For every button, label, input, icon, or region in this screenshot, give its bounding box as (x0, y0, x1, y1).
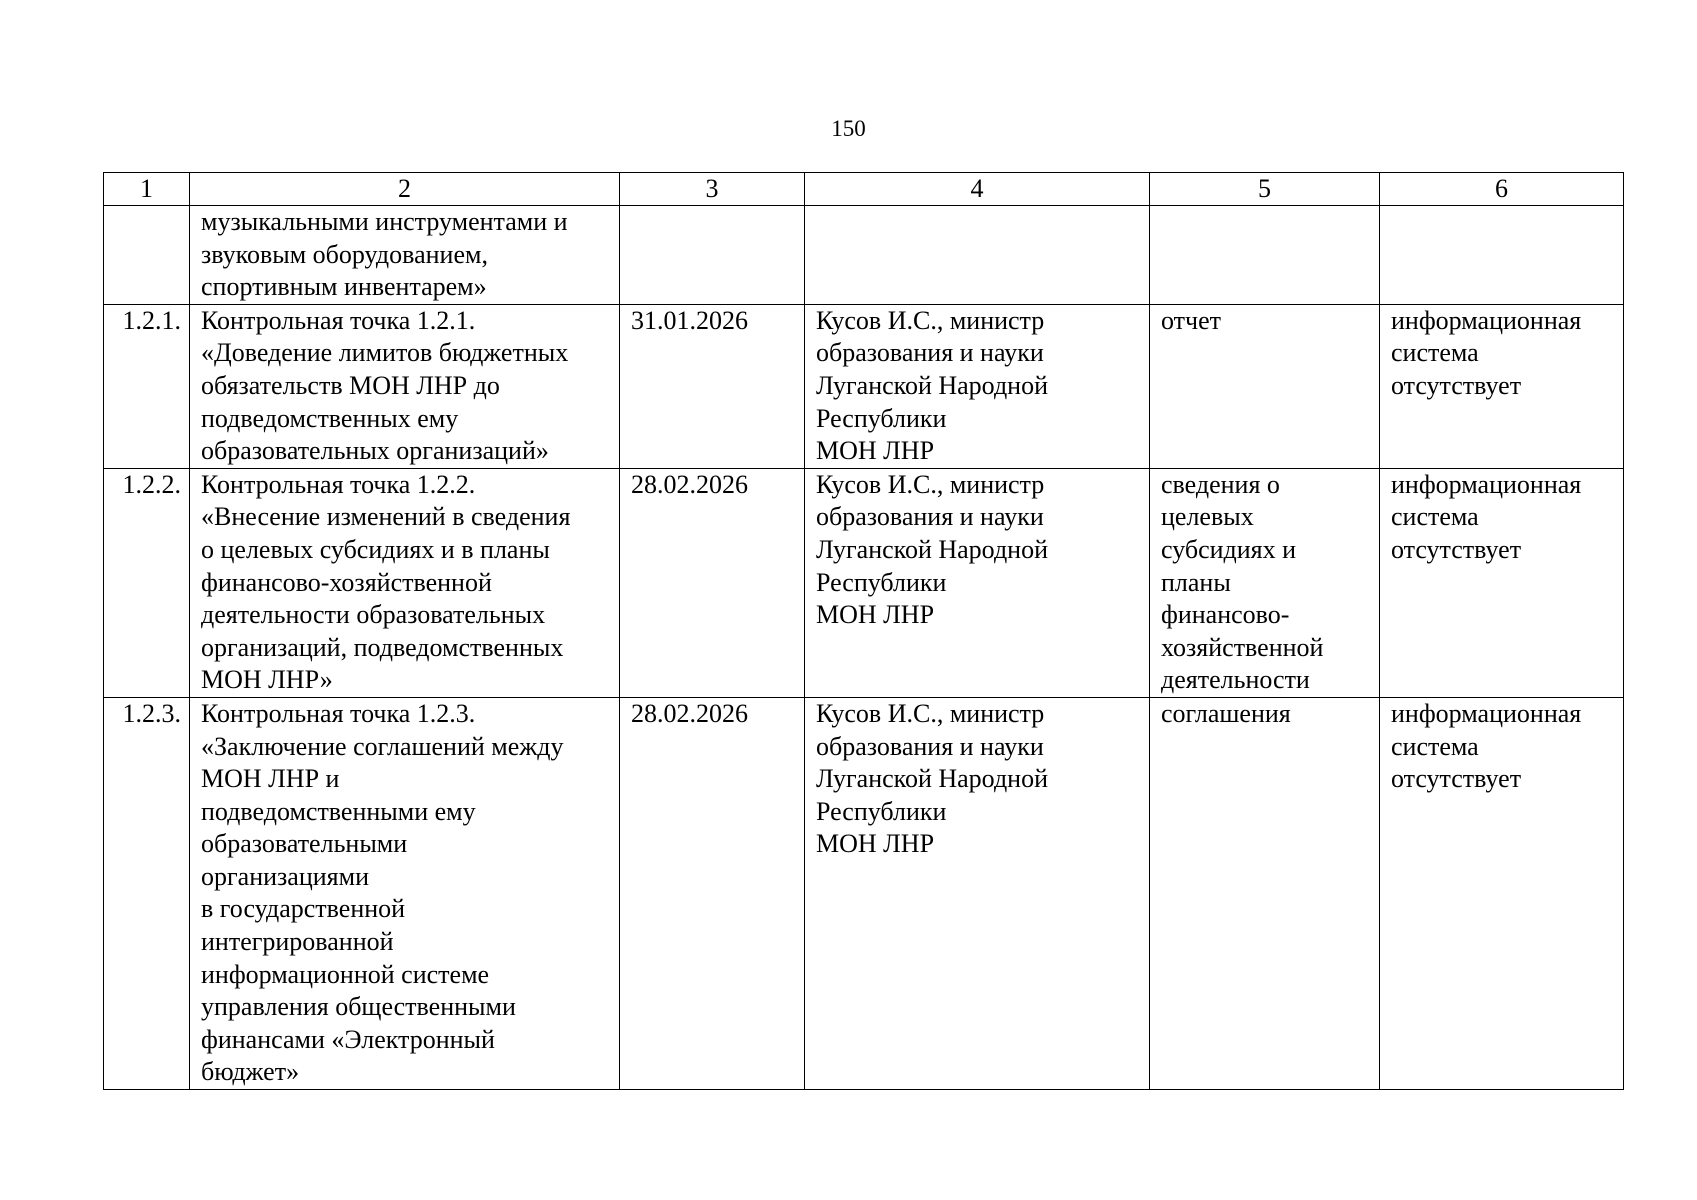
cell-line: «Доведение лимитов бюджетных (201, 338, 569, 368)
responsible-cell (805, 468, 1150, 697)
event-description-cell (190, 697, 620, 1089)
table-row (104, 697, 1624, 1089)
information-system-cell (1380, 697, 1624, 1089)
cell-line: информационной системе (201, 959, 490, 989)
deadline-cell: 28.02.2026 (620, 697, 805, 1089)
cell-line: Контрольная точка 1.2.2. (201, 469, 476, 499)
cell-line: отсутствует (1391, 764, 1522, 794)
cell-line: система (1391, 502, 1479, 532)
row-number-cell: 1.2.1. (104, 304, 190, 468)
cell-line: МОН ЛНР» (201, 665, 333, 695)
cell-line: система (1391, 338, 1479, 368)
column-header: 6 (1380, 173, 1624, 206)
cell-line: звуковым оборудованием, (201, 239, 488, 269)
row-number-cell: 1.2.3. (104, 697, 190, 1089)
cell-line: система (1391, 731, 1479, 761)
responsible-cell (805, 304, 1150, 468)
column-header: 2 (190, 173, 620, 206)
deadline-cell: 28.02.2026 (620, 468, 805, 697)
cell-line: образовательными (201, 829, 408, 859)
cell-line: спортивным инвентарем» (201, 272, 487, 302)
table-row (104, 304, 1624, 468)
table-header-row (104, 173, 1624, 206)
cell-line: обязательств МОН ЛНР до (201, 370, 500, 400)
cell-line: подведомственных ему (201, 403, 459, 433)
cell-line: Луганской Народной (816, 370, 1048, 400)
cell-line: Кусов И.С., министр (816, 469, 1045, 499)
cell-line: информационная (1391, 469, 1582, 499)
document-type-cell (1150, 304, 1380, 468)
cell-line: целевых (1161, 502, 1254, 532)
event-description-cell (190, 468, 620, 697)
control-points-table (103, 172, 1624, 1090)
cell-line: организациями (201, 861, 369, 891)
cell-line: деятельности образовательных (201, 600, 546, 630)
cell-line: бюджет» (201, 1057, 300, 1087)
document-type-cell (1150, 206, 1380, 305)
deadline-cell: 31.01.2026 (620, 304, 805, 468)
cell-line: отчет (1161, 305, 1221, 335)
cell-line: подведомственными ему (201, 796, 476, 826)
cell-line: информационная (1391, 698, 1582, 728)
cell-line: «Заключение соглашений между (201, 731, 564, 761)
responsible-cell (805, 697, 1150, 1089)
cell-line: финансами «Электронный (201, 1024, 495, 1054)
document-type-cell (1150, 697, 1380, 1089)
cell-line: Луганской Народной (816, 764, 1048, 794)
cell-line: образования и науки (816, 338, 1044, 368)
cell-line: Республики (816, 796, 947, 826)
cell-line: планы (1161, 567, 1231, 597)
cell-line: МОН ЛНР (816, 436, 935, 466)
cell-line: хозяйственной (1161, 632, 1324, 662)
page-number: 150 (831, 116, 866, 141)
column-header: 4 (805, 173, 1150, 206)
cell-line: Республики (816, 567, 947, 597)
cell-line: МОН ЛНР и (201, 764, 340, 794)
cell-line: Кусов И.С., министр (816, 305, 1045, 335)
event-description-cell (190, 304, 620, 468)
cell-line: отсутствует (1391, 534, 1522, 564)
information-system-cell (1380, 468, 1624, 697)
cell-line: Кусов И.С., министр (816, 698, 1045, 728)
table-row (104, 468, 1624, 697)
column-header: 5 (1150, 173, 1380, 206)
information-system-cell (1380, 206, 1624, 305)
cell-line: образования и науки (816, 502, 1044, 532)
cell-line: МОН ЛНР (816, 829, 935, 859)
document-type-cell (1150, 468, 1380, 697)
cell-line: образовательных организаций» (201, 436, 549, 466)
table-row (104, 206, 1624, 305)
cell-line: «Внесение изменений в сведения (201, 502, 571, 532)
cell-line: МОН ЛНР (816, 600, 935, 630)
cell-line: Луганской Народной (816, 534, 1048, 564)
column-header: 1 (104, 173, 190, 206)
cell-line: отсутствует (1391, 370, 1522, 400)
cell-line: финансово-хозяйственной (201, 567, 492, 597)
cell-line: субсидиях и (1161, 534, 1297, 564)
cell-line: деятельности (1161, 665, 1310, 695)
row-number-cell (104, 206, 190, 305)
cell-line: информационная (1391, 305, 1582, 335)
cell-line: Республики (816, 403, 947, 433)
cell-line: музыкальными инструментами и (201, 207, 568, 236)
cell-line: организаций, подведомственных (201, 632, 564, 662)
cell-line: о целевых субсидиях и в планы (201, 534, 550, 564)
event-description-cell (190, 206, 620, 305)
cell-line: интегрированной (201, 927, 394, 957)
cell-line: соглашения (1161, 698, 1291, 728)
cell-line: сведения о (1161, 469, 1280, 499)
information-system-cell (1380, 304, 1624, 468)
cell-line: в государственной (201, 894, 406, 924)
cell-line: Контрольная точка 1.2.3. (201, 698, 476, 728)
cell-line: управления общественными (201, 992, 516, 1022)
cell-line: Контрольная точка 1.2.1. (201, 305, 476, 335)
cell-line: финансово- (1161, 600, 1290, 630)
column-header: 3 (620, 173, 805, 206)
cell-line: образования и науки (816, 731, 1044, 761)
deadline-cell (620, 206, 805, 305)
row-number-cell: 1.2.2. (104, 468, 190, 697)
responsible-cell (805, 206, 1150, 305)
